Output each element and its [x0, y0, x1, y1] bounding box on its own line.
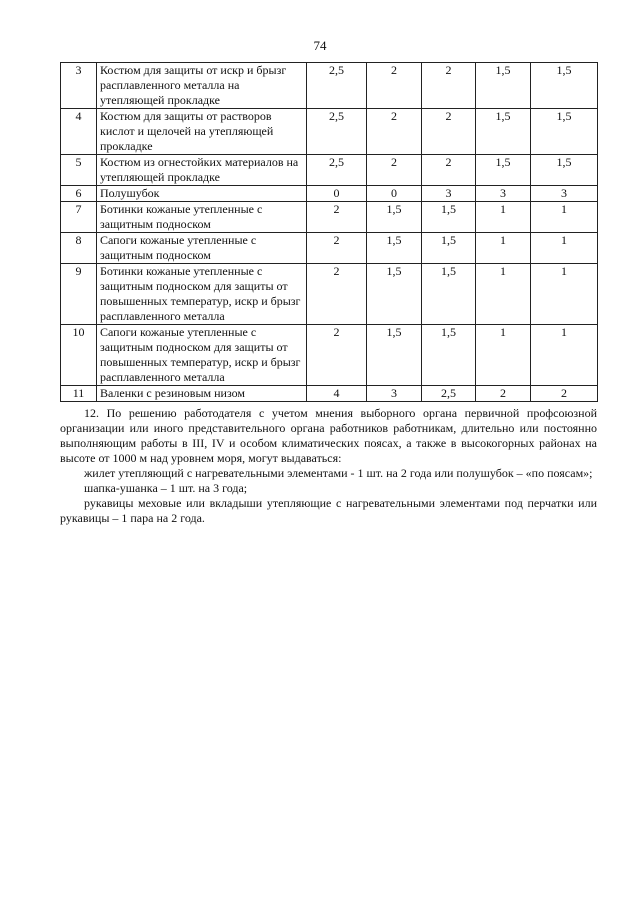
table-row [61, 386, 598, 402]
norm-value: 1,5 [422, 325, 476, 386]
item-name: Костюм для защиты от искр и брызг расплавленного металла на утепляющей прокладке [97, 63, 307, 109]
text-block [60, 406, 597, 526]
norm-value: 2,5 [307, 155, 367, 186]
norm-value: 2 [367, 63, 422, 109]
norm-value: 1,5 [422, 233, 476, 264]
item-name: Сапоги кожаные утепленные с защитным подноском [97, 233, 307, 264]
item-name: Ботинки кожаные утепленные с защитным подноском для защиты от повышенных температур, искр и брызг расплавленного металла [97, 264, 307, 325]
table-row [61, 109, 598, 155]
norm-value: 3 [422, 186, 476, 202]
row-number: 10 [61, 325, 97, 386]
norm-value: 1,5 [531, 109, 598, 155]
norm-value: 1 [531, 264, 598, 325]
norm-value: 1,5 [367, 233, 422, 264]
norm-value: 1 [531, 325, 598, 386]
norm-value: 1,5 [367, 202, 422, 233]
norm-value: 3 [531, 186, 598, 202]
row-number: 9 [61, 264, 97, 325]
norm-value: 1,5 [422, 264, 476, 325]
item-name: Валенки с резиновым низом [97, 386, 307, 402]
table-row [61, 202, 598, 233]
paragraph-12: 12. По решению работодателя с учетом мнения выборного органа первичной профсоюзной организации или иного представительного органа работников работникам, длительно или постоянно выполняющим работы в III, IV и особом климатических поясах, а также в высокогорных районах на высоте от 1000 м над уровнем моря, могут выдаваться: [60, 406, 597, 465]
norm-value: 2 [422, 63, 476, 109]
row-number: 11 [61, 386, 97, 402]
norm-value: 0 [367, 186, 422, 202]
table-row [61, 264, 598, 325]
norm-value: 2 [422, 109, 476, 155]
item-name: Полушубок [97, 186, 307, 202]
item-name: Костюм из огнестойких материалов на утепляющей прокладке [97, 155, 307, 186]
row-number: 3 [61, 63, 97, 109]
norm-value: 1,5 [367, 325, 422, 386]
norm-value: 1 [476, 264, 531, 325]
item-name: Сапоги кожаные утепленные с защитным подноском для защиты от повышенных температур, искр и брызг расплавленного металла [97, 325, 307, 386]
norm-value: 1 [476, 325, 531, 386]
norm-value: 1 [531, 233, 598, 264]
item-name: Ботинки кожаные утепленные с защитным подноском [97, 202, 307, 233]
norm-value: 1 [531, 202, 598, 233]
norm-value: 1,5 [476, 109, 531, 155]
row-number: 8 [61, 233, 97, 264]
norm-value: 2 [367, 109, 422, 155]
norm-value: 1 [476, 202, 531, 233]
row-number: 4 [61, 109, 97, 155]
norm-value: 2,5 [307, 109, 367, 155]
norm-value: 1,5 [531, 155, 598, 186]
paragraph-vest: жилет утепляющий с нагревательными элементами - 1 шт. на 2 года или полушубок – «по поясам»; [84, 466, 593, 480]
norm-value: 3 [476, 186, 531, 202]
table-row [61, 325, 598, 386]
norm-value: 1,5 [476, 63, 531, 109]
table-row [61, 155, 598, 186]
clothing-norms-table [60, 62, 598, 402]
norm-value: 1,5 [531, 63, 598, 109]
norm-value: 2 [422, 155, 476, 186]
norm-value: 2 [476, 386, 531, 402]
row-number: 7 [61, 202, 97, 233]
norm-value: 0 [307, 186, 367, 202]
norm-value: 2,5 [422, 386, 476, 402]
norm-value: 2 [531, 386, 598, 402]
norm-value: 2 [367, 155, 422, 186]
paragraph-mittens: рукавицы меховые или вкладыши утепляющие с нагревательными элементами под перчатки или рукавицы – 1 пара на 2 года. [60, 496, 597, 525]
item-name: Костюм для защиты от растворов кислот и щелочей на утепляющей прокладке [97, 109, 307, 155]
norm-value: 1,5 [476, 155, 531, 186]
row-number: 5 [61, 155, 97, 186]
page-number: 74 [313, 38, 327, 53]
table-row [61, 186, 598, 202]
paragraph-hat: шапка-ушанка – 1 шт. на 3 года; [84, 481, 248, 495]
norm-value: 2 [307, 325, 367, 386]
table-row [61, 233, 598, 264]
norm-value: 4 [307, 386, 367, 402]
norm-value: 1,5 [367, 264, 422, 325]
norm-value: 1,5 [422, 202, 476, 233]
row-number: 6 [61, 186, 97, 202]
norm-value: 2,5 [307, 63, 367, 109]
norm-value: 2 [307, 233, 367, 264]
table-row [61, 63, 598, 109]
norm-value: 2 [307, 202, 367, 233]
norm-value: 2 [307, 264, 367, 325]
norm-value: 3 [367, 386, 422, 402]
norm-value: 1 [476, 233, 531, 264]
